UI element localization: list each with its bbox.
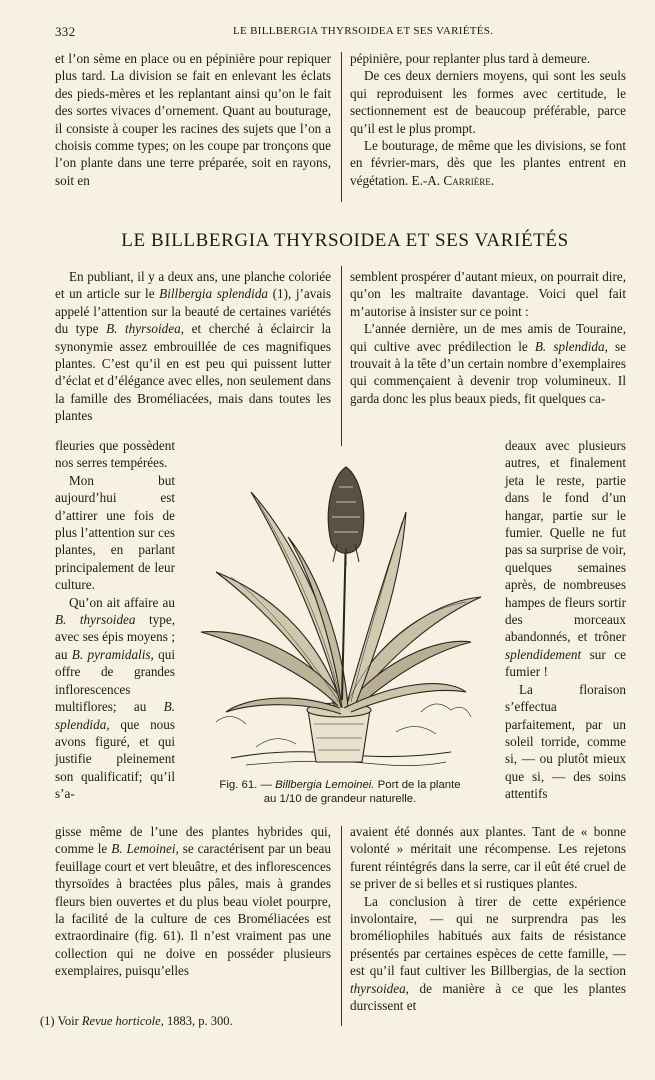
- column-rule-main: [341, 266, 342, 446]
- paragraph: gisse même de l’une des plantes hybrides qui, comme le B. Lemoinei, se caractérisent par un beau feuillage court et vert bleuâtre, et des inflorescences thyrsoïdes à bractées plus pâles, mais à grandes fleurs bien ouvertes et du plus beau violet pourpre, la facilité de la culture de ces Broméliacées est extraordinaire (fig. 61). Il n’est vraiment pas une collection qui ne doive en posséder plusieurs exemplaires, puisqu’elles: [55, 824, 331, 979]
- author-signature: E.-A. Carrière.: [411, 172, 494, 188]
- page-number: 332: [55, 24, 76, 39]
- left-column-narrow: [55, 437, 175, 803]
- paragraph: semblent prospérer d’autant mieux, on pourrait dire, qu’on les maltraite davantage. Voici quel fait m’autorise à insister sur ce point :: [350, 269, 626, 319]
- paragraph: avaient été donnés aux plantes. Tant de « bonne volonté » méritait une récompense. Les rejetons furent réintégrés dans la serre, car il eût été cruel de se priver de si belles et si rustiques plantes.: [350, 824, 626, 892]
- paragraph: De ces deux derniers moyens, qui sont les seuls qui reproduisent les formes avec certitude, le sectionnement est de beaucoup préférable, parce qu’il est le plus prompt.: [350, 68, 626, 136]
- figure-billbergia-illustration: [196, 462, 486, 782]
- paragraph: En publiant, il y a deux ans, une planche coloriée et un article sur le Billbergia splendida (1), j’avais appelé l’attention sur la beauté de certaines variétés du type B. thyrsoidea, et cherché à éclaircir la synonymie assez embrouillée de ces magnifiques plantes. C’est qu’il en est peu qui puissent lutter d’éclat et d’élégance avec elles, non seulement dans la famille des Broméliacées, mais dans toutes les plantes: [55, 269, 331, 424]
- caption-line-1: Fig. 61. — Billbergia Lemoinei. Port de la plante: [219, 779, 461, 791]
- right-column-top: [350, 268, 626, 407]
- top-right-column: [350, 50, 626, 189]
- footnote: (1) Voir Revue horticole, 1883, p. 300.: [40, 1014, 233, 1028]
- right-column-bottom: [350, 823, 626, 1014]
- column-rule-top: [341, 52, 342, 202]
- paragraph: et l’on sème en place ou en pépinière pour repiquer plus tard. La division se fait en enlevant les éclats des pieds-mères et les replantant ainsi qu’on le fait des sortes vivaces d’ornement. Quant au bouturage, il consiste à couper les racines des sujets que l’on a choisis comme types; on les coupe par tronçons que l’on plante dans une terre préparée, soit en rayons, soit en: [55, 51, 331, 188]
- paragraph: fleuries que possèdent nos serres tempérées.: [55, 438, 175, 471]
- left-column-top: [55, 268, 331, 425]
- paragraph: pépinière, pour replanter plus tard à demeure.: [350, 51, 591, 66]
- left-column-bottom: [55, 823, 331, 980]
- paragraph: L’année dernière, un de mes amis de Touraine, qui cultive avec prédilection le B. splendida, se trouvait à la tête d’un certain nombre d’exemplaires qui commençaient à devenir trop volumineux. Il garda donc les plus beaux pieds, fit quelques ca-: [350, 321, 626, 406]
- paragraph: Mon but aujourd’hui est d’attirer une fois de plus l’attention sur ces plantes, en parlant principalement de leur culture.: [55, 472, 175, 593]
- paragraph: deaux avec plusieurs autres, et finalement jeta le reste, partie dans le fond d’un hangar, partie sur le fumier. Quelle ne fut pas sa surprise de voir, quelques semaines après, de nombreuses hampes de fleurs sortir des morceaux abandonnés, et trôner splendidement sur ce fumier !: [505, 438, 626, 680]
- right-column-narrow: [505, 437, 626, 803]
- running-head: [55, 24, 645, 40]
- plant-engraving: [196, 462, 486, 782]
- paragraph-text: Le bouturage, de même que les divisions, se font en février-mars, dès que les plantes entrent en végétation.: [350, 138, 626, 188]
- top-left-column: [55, 50, 331, 189]
- paragraph: La conclusion à tirer de cette expérience involontaire, — qui ne surprendra pas les broméliophiles habitués aux faits de résistance présentés par certaines espèces de cette famille, — est qu’il faut cultiver les Billbergias, de la section thyrsoidea, de manière à ce que les plantes durcissent et: [350, 893, 626, 1014]
- figure-caption: [190, 778, 490, 806]
- running-title: LE BILLBERGIA THYRSOIDEA ET SES VARIÉTÉS.: [233, 25, 494, 37]
- paragraph: La floraison s’effectua parfaitement, par un soleil torride, comme si, — ou plutôt mieux que si, — des soins attentifs: [505, 681, 626, 802]
- paragraph: Qu’on ait affaire au B. thyrsoidea type, avec ses épis moyens ; au B. pyramidalis, qui offre de grandes inflorescences multiflores; au B. splendida, que nous avons figuré, et qui justifie pleinement son qualificatif; qu’il s’a-: [55, 594, 175, 802]
- caption-line-2: au 1/10 de grandeur naturelle.: [263, 793, 417, 805]
- column-rule-bottom: [341, 826, 342, 1026]
- paragraph: [350, 137, 626, 189]
- article-title: LE BILLBERGIA THYRSOIDEA ET SES VARIÉTÉS: [121, 230, 569, 251]
